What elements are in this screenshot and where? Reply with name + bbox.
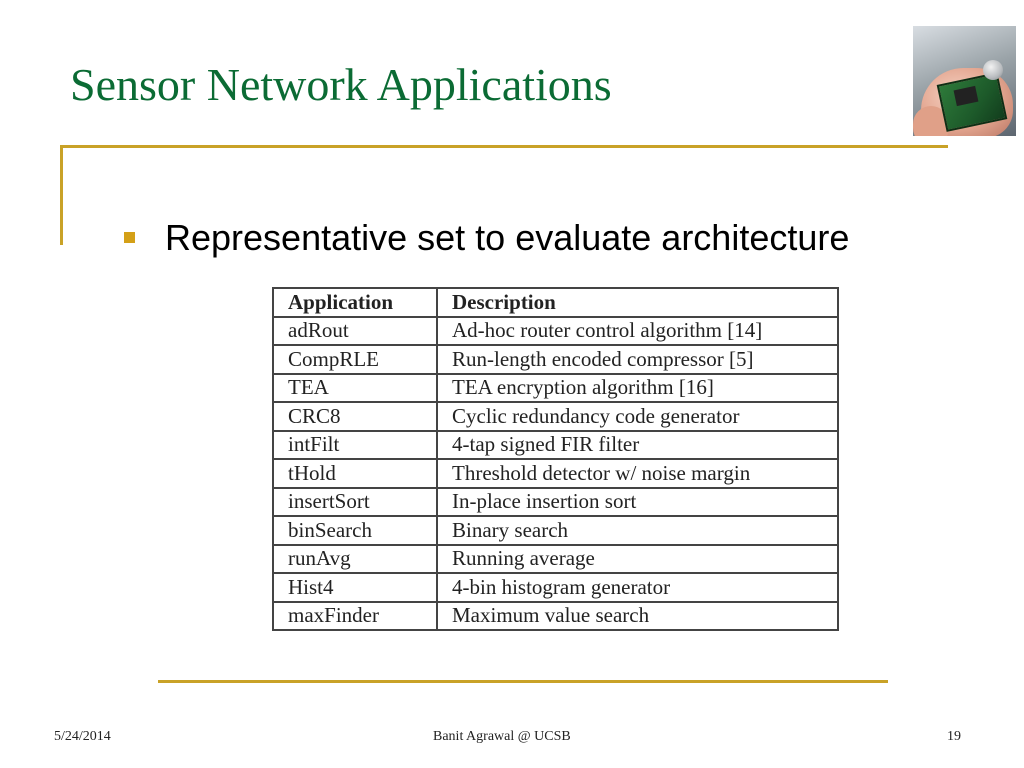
description-cell: Binary search [437,516,838,545]
application-cell: insertSort [273,488,437,517]
application-cell: adRout [273,317,437,346]
description-cell: Threshold detector w/ noise margin [437,459,838,488]
table-row [273,602,838,631]
application-cell: Hist4 [273,573,437,602]
table-row [273,317,838,346]
description-cell: Running average [437,545,838,574]
application-cell: CompRLE [273,345,437,374]
application-cell: intFilt [273,431,437,460]
table-row [273,459,838,488]
table-row [273,402,838,431]
application-cell: tHold [273,459,437,488]
description-cell: In-place insertion sort [437,488,838,517]
application-cell: runAvg [273,545,437,574]
description-cell: Run-length encoded compressor [5] [437,345,838,374]
table-header-row [273,288,838,317]
bullet-square-icon [124,232,135,243]
application-cell: TEA [273,374,437,403]
footer-author: Banit Agrawal @ UCSB [433,729,571,744]
table-row [273,516,838,545]
table-row [273,488,838,517]
coin-shape [983,60,1003,80]
slide-number: 19 [947,729,961,744]
footer-divider-line [158,680,888,683]
description-cell: Maximum value search [437,602,838,631]
table-row [273,345,838,374]
footer-date: 5/24/2014 [54,729,111,744]
title-divider-line [60,145,948,148]
header-description: Description [437,288,838,317]
description-cell: 4-tap signed FIR filter [437,431,838,460]
applications-table [272,287,839,631]
slide-title: Sensor Network Applications [70,59,612,110]
application-cell: binSearch [273,516,437,545]
description-cell: Cyclic redundancy code generator [437,402,838,431]
description-cell: Ad-hoc router control algorithm [14] [437,317,838,346]
left-accent-line [60,145,63,245]
header-application: Application [273,288,437,317]
table-row [273,573,838,602]
description-cell: 4-bin histogram generator [437,573,838,602]
application-cell: maxFinder [273,602,437,631]
table-row [273,374,838,403]
table-row [273,545,838,574]
application-cell: CRC8 [273,402,437,431]
sensor-mote-photo [913,26,1016,136]
bullet-text: Representative set to evaluate architecture [165,217,850,258]
description-cell: TEA encryption algorithm [16] [437,374,838,403]
table-row [273,431,838,460]
